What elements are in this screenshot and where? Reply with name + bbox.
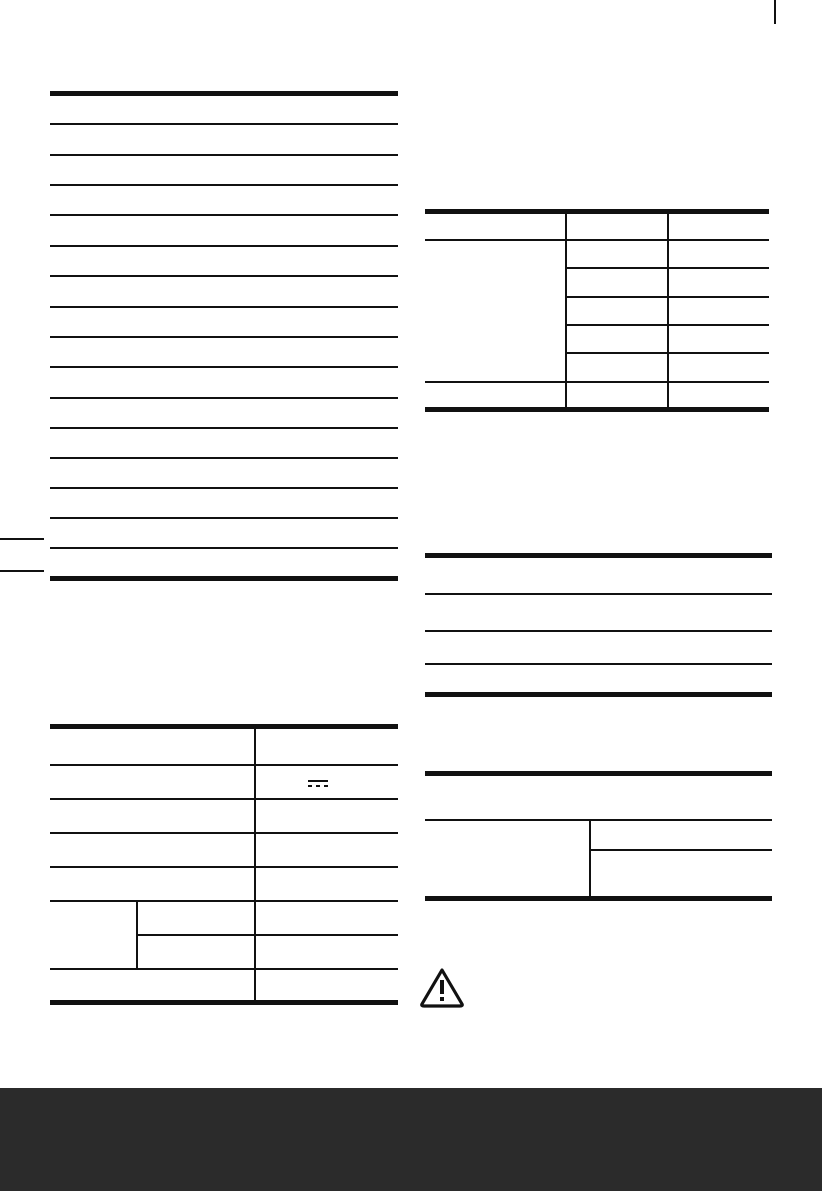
vibration-row-divider bbox=[425, 819, 772, 821]
charging-bottom-rule bbox=[425, 407, 769, 412]
charging-column-divider bbox=[565, 214, 567, 407]
page-footer-band bbox=[0, 1088, 822, 1191]
tech-data-subcolumn-divider bbox=[136, 900, 138, 970]
parts-list-row-divider bbox=[50, 154, 398, 156]
noise-row-divider bbox=[425, 663, 772, 665]
vibration-top-rule bbox=[425, 771, 772, 776]
parts-list-row-divider bbox=[50, 336, 398, 338]
vibration-column-divider bbox=[589, 821, 591, 896]
charging-row-divider bbox=[425, 239, 769, 241]
noise-row-divider bbox=[425, 593, 772, 595]
crop-mark bbox=[774, 0, 776, 24]
vibration-bottom-rule bbox=[425, 896, 772, 901]
tech-data-row-divider bbox=[50, 866, 398, 868]
parts-list-bottom-rule bbox=[50, 576, 398, 581]
parts-list-row-divider bbox=[50, 214, 398, 216]
vibration-row-divider bbox=[590, 849, 772, 851]
parts-list-top-rule bbox=[50, 91, 398, 96]
side-tab-tick-top bbox=[0, 538, 44, 540]
parts-list-row-divider bbox=[50, 487, 398, 489]
noise-bottom-rule bbox=[425, 692, 772, 697]
tech-data-row-divider bbox=[50, 764, 398, 766]
tech-data-row-divider bbox=[50, 832, 398, 834]
tech-data-row-divider bbox=[50, 968, 398, 970]
parts-list-row-divider bbox=[50, 517, 398, 519]
side-tab-tick-bottom bbox=[0, 570, 44, 572]
charging-top-rule bbox=[425, 209, 769, 214]
parts-list-row-divider bbox=[50, 457, 398, 459]
noise-row-divider bbox=[425, 630, 772, 632]
warning-triangle-icon bbox=[419, 966, 465, 1008]
tech-data-row-divider bbox=[50, 900, 398, 902]
charging-column-divider bbox=[667, 214, 669, 407]
parts-list-row-divider bbox=[50, 397, 398, 399]
parts-list-row-divider bbox=[50, 547, 398, 549]
tech-data-column-divider bbox=[254, 729, 256, 1000]
parts-list-row-divider bbox=[50, 245, 398, 247]
tech-data-top-rule bbox=[50, 724, 398, 729]
tech-data-row-divider bbox=[138, 934, 398, 936]
parts-list-row-divider bbox=[50, 275, 398, 277]
tech-data-bottom-rule bbox=[50, 1000, 398, 1005]
parts-list-row-divider bbox=[50, 184, 398, 186]
parts-list-row-divider bbox=[50, 306, 398, 308]
charging-row-divider bbox=[425, 381, 769, 383]
parts-list-row-divider bbox=[50, 366, 398, 368]
parts-list-row-divider bbox=[50, 123, 398, 125]
parts-list-row-divider bbox=[50, 427, 398, 429]
dc-voltage-symbol bbox=[308, 780, 328, 788]
noise-top-rule bbox=[425, 553, 772, 558]
tech-data-row-divider bbox=[50, 798, 398, 800]
